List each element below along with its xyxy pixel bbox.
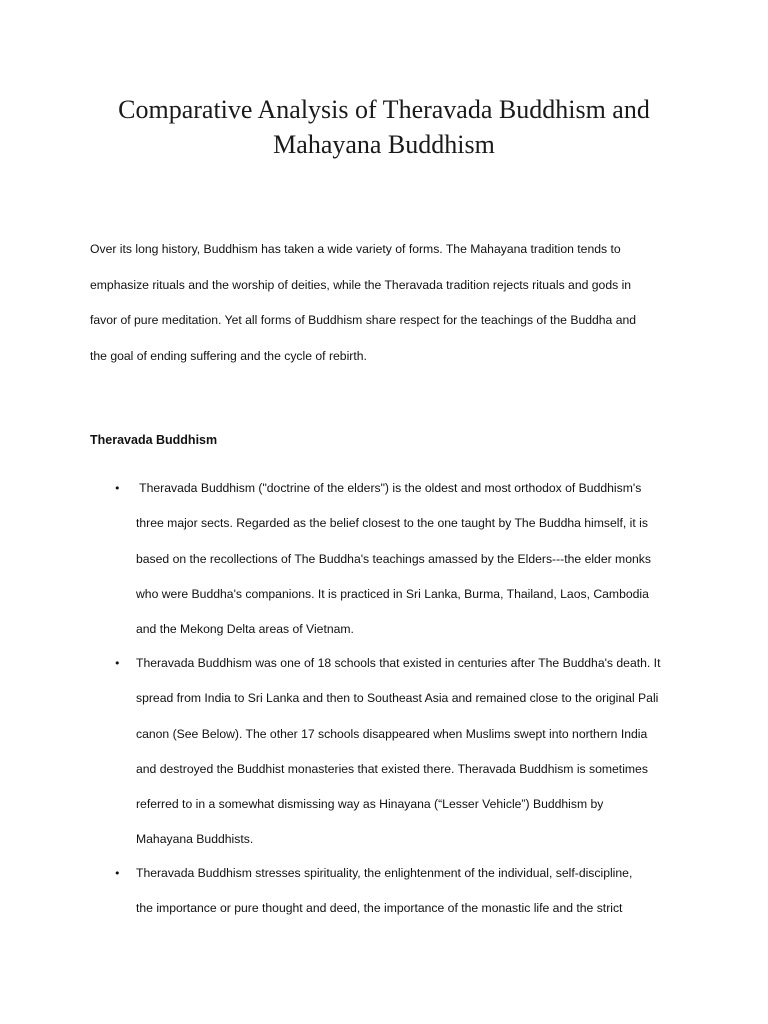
intro-line: emphasize rituals and the worship of deities, while the Theravada tradition rejects rituals and gods in	[90, 277, 632, 292]
bullet-line: three major sects. Regarded as the belief closest to the one taught by The Buddha himself, it is	[136, 516, 648, 531]
bullet-line: Theravada Buddhism was one of 18 schools that existed in centuries after The Buddha's death. It	[136, 656, 661, 670]
intro-paragraph	[90, 232, 690, 374]
bullet-text	[136, 471, 696, 647]
intro-line: Over its long history, Buddhism has taken a wide variety of forms. The Mahayana tradition tends to	[90, 242, 621, 256]
bullet-point-icon: •	[114, 657, 121, 670]
bullet-text	[136, 646, 696, 858]
bullet-text	[136, 856, 696, 927]
intro-line: the goal of ending suffering and the cycle of rebirth.	[90, 348, 367, 363]
bullet-line: referred to in a somewhat dismissing way as Hinayana (“Lesser Vehicle”) Buddhism by	[136, 797, 604, 812]
bullet-line: canon (See Below). The other 17 schools disappeared when Muslims swept into northern India	[136, 726, 648, 741]
bullet-line: Mahayana Buddhists.	[136, 832, 254, 847]
bullet-line: based on the recollections of The Buddha's teachings amassed by the Elders---the elder monks	[136, 551, 651, 566]
bullet-point-icon: •	[114, 867, 121, 880]
bullet-line: who were Buddha's companions. It is practiced in Sri Lanka, Burma, Thailand, Laos, Cambodia	[136, 586, 649, 601]
bullet-line: Theravada Buddhism stresses spirituality, the enlightenment of the individual, self-discipline,	[136, 866, 633, 880]
document-title	[60, 92, 708, 162]
bullet-line: and the Mekong Delta areas of Vietnam.	[136, 622, 354, 637]
bullet-line: the importance or pure thought and deed, the importance of the monastic life and the strict	[136, 901, 623, 916]
intro-line: favor of pure meditation. Yet all forms of Buddhism share respect for the teachings of the Buddha and	[90, 313, 637, 327]
bullet-point-icon: •	[114, 482, 121, 495]
section-heading: Theravada Buddhism	[90, 433, 218, 447]
document-title-line: Mahayana Buddhism	[273, 130, 495, 159]
bullet-line: and destroyed the Buddhist monasteries that existed there. Theravada Buddhism is sometimes	[136, 761, 648, 776]
bullet-line: Theravada Buddhism ("doctrine of the elders") is the oldest and most orthodox of Buddhism's	[136, 481, 642, 495]
document-title-line: Comparative Analysis of Theravada Buddhism and	[118, 95, 650, 124]
bullet-line: spread from India to Sri Lanka and then to Southeast Asia and remained close to the original Pali	[136, 691, 659, 706]
